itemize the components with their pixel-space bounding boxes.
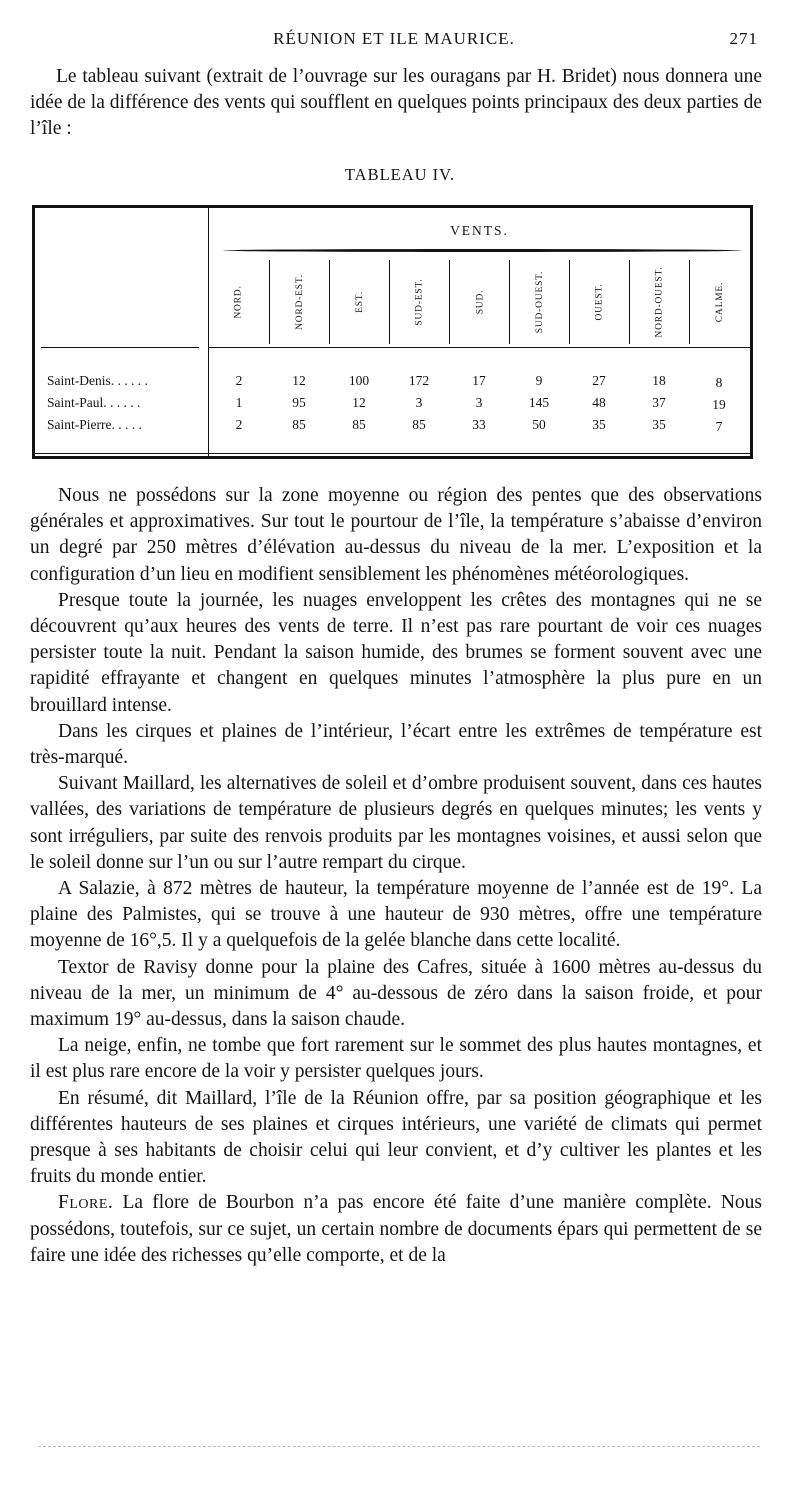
column-header-nord: NORD. [233,285,244,319]
table-cell: 1 [235,395,243,410]
table-cell: 33 [472,417,486,432]
row-label-saint-denis: Saint-Denis. . . . . . [47,373,148,388]
vents-brace-rule [223,249,742,252]
table-cell: 19 [712,397,726,412]
table-caption: TABLEAU IV. [344,165,456,184]
running-header [30,29,758,55]
stub-rule [41,347,199,348]
table-cell: 2 [235,373,243,388]
table-cell: 85 [352,417,366,432]
wind-table [32,205,753,459]
table-cell: 12 [292,373,306,388]
paragraph: Textor de Ravisy donne pour la plaine des Cafres, située à 1600 mètres au-dessus du niveau de la mer, un minimum de 4° au-dessous de zéro dans la saison froide, et pour maximum 19° au-dessus, dans la saison chaude. [30,956,762,1031]
row-label-saint-paul: Saint-Paul. . . . . . [47,395,141,410]
column-header-est: EST. [329,260,390,344]
intro-paragraph: Le tableau suivant (extrait de l’ouvrage sur les ouragans par H. Bridet) nous donnera une idée de la différence des vents qui soufflent en quelques points principaux des deux parties de l’île : [30,66,762,139]
page-bottom-artifact [38,1446,760,1447]
paragraph: Suivant Maillard, les alternatives de soleil et d’ombre produisent souvent, dans ces hautes vallées, des variations de température de plusieurs degrés en quelques minutes; les vents y sont irréguliers, par suite des renvois produits par les montagnes voisines, et aussi selon que le soleil donne sur l’un ou sur l’autre rempart du cirque. [30,773,762,873]
paragraph: A Salazie, à 872 mètres de hauteur, la température moyenne de l’année est de 19°. La plaine des Palmistes, qui se trouve à une hauteur de 930 mètres, offre une température moyenne de 16°,5. Il y a quelquefois de la gelée blanche dans cette localité. [30,878,762,952]
body-text [30,483,762,1269]
column-header-sud-ouest: SUD-OUEST. [509,260,570,344]
flore-heading: Flore. [58,1192,114,1214]
table-cell: 35 [652,417,666,432]
column-header-calme: CALME. [689,260,750,344]
paragraph: Presque toute la journée, les nuages enveloppent les crêtes des montagnes qui ne se découvrent qu’aux heures des vents de terre. Il n’est pas rare pourtant de voir ces nuages persister toute la nuit. Pendant la saison humide, des brumes se forment souvent avec une rapidité effrayante et changent en quelques minutes l’atmosphère la plus pure en un brouillard intense. [30,589,762,716]
table-cell: 3 [475,395,483,410]
table-cell: 2 [235,417,243,432]
table-cell: 35 [592,417,606,432]
table-cell: 100 [348,373,370,388]
flore-paragraph [30,1190,762,1269]
table-cell: 85 [412,417,426,432]
running-title: RÉUNION ET ILE MAURICE. [273,29,515,48]
table-cell: 95 [292,395,306,410]
table-cell: 7 [715,419,723,434]
column-header-sud-est: SUD-EST. [389,260,450,344]
table-cell: 27 [592,373,606,388]
table-cell: 3 [415,395,423,410]
table-cell: 50 [532,417,546,432]
table-cell: 145 [528,395,550,410]
paragraph: Dans les cirques et plaines de l’intérieur, l’écart entre les extrêmes de température est très-marqué. [30,720,762,769]
flore-text: La flore de Bourbon n’a pas encore été faite d’une manière complète. Nous possédons, toutefois, sur ce sujet, un certain nombre de documents épars qui permettent de se faire une idée des richesses qu’elle comporte, et de la [30,1192,762,1266]
page-number: 271 [729,29,758,48]
table-cell: 12 [352,395,366,410]
paragraph: Nous ne possédons sur la zone moyenne ou région des pentes que des observations générales et approximatives. Sur tout le pourtour de l’île, la température s’abaisse d’environ un degré par 250 mètres d’élévation au-dessus du niveau de la mer. L’exposition et la configuration d’un lieu en modifient sensiblement les phénomènes météorologiques. [30,485,762,585]
table-cell: 18 [652,373,666,388]
row-label-saint-pierre: Saint-Pierre. . . . . [47,417,142,432]
column-header-nord-est: NORD-EST. [269,260,330,344]
column-header-sud: SUD. [449,260,510,344]
column-header-ouest: OUEST. [569,260,630,344]
table-cell: 85 [292,417,306,432]
table-cell: 37 [652,395,666,410]
column-header-nord-ouest: NORD-OUEST. [629,260,690,344]
table-cell: 9 [535,373,543,388]
vents-group-header: VENTS. [450,223,509,238]
paragraph: La neige, enfin, ne tombe que fort rarement sur le sommet des plus hautes montagnes, et il est plus rare encore de la voir y persister quelques jours. [30,1035,762,1083]
header-rule [209,347,750,348]
table-cell: 172 [408,373,430,388]
table-cell: 8 [715,375,723,390]
paragraph: En résumé, dit Maillard, l’île de la Réunion offre, par sa position géographique et les différentes hauteurs de ses plaines et cirques intérieurs, une variété de climats qui permet presque à ses habitants de choisir celui qui leur convient, et d’y cultiver les plantes et les fruits du monde entier. [30,1087,762,1188]
table-cell: 17 [472,373,486,388]
table-cell: 48 [592,395,606,410]
